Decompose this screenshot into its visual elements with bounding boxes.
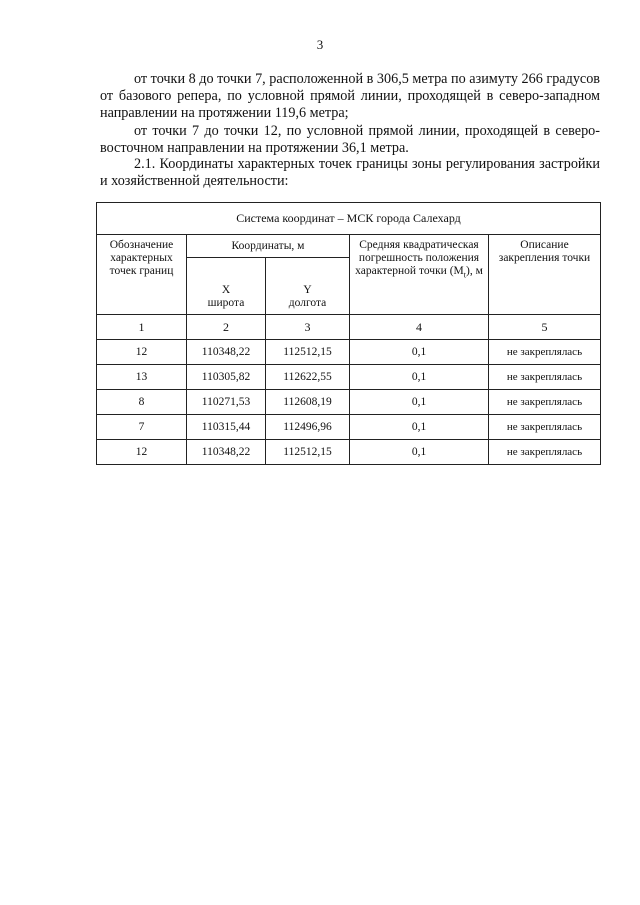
paragraph-segment-7-12: от точки 7 до точки 12, по условной прямой линии, проходящей в северо-восточном направлении на протяжении 36,1 метра. bbox=[100, 123, 600, 156]
table-row bbox=[97, 390, 601, 415]
column-number: 4 bbox=[350, 315, 489, 340]
header-x-letter: X bbox=[221, 284, 231, 296]
cell-x: 110315,44 bbox=[187, 415, 266, 440]
column-number: 5 bbox=[489, 315, 601, 340]
cell-note: не закреплялась bbox=[489, 440, 601, 465]
header-y-letter: Y bbox=[303, 284, 312, 296]
cell-y: 112622,55 bbox=[266, 365, 350, 390]
coordinates-table bbox=[96, 202, 601, 465]
column-number: 1 bbox=[97, 315, 187, 340]
header-y-longitude bbox=[266, 258, 350, 315]
cell-note: не закреплялась bbox=[489, 415, 601, 440]
header-error-subscript: t bbox=[463, 270, 466, 280]
cell-error: 0,1 bbox=[350, 390, 489, 415]
cell-x: 110348,22 bbox=[187, 340, 266, 365]
cell-x: 110305,82 bbox=[187, 365, 266, 390]
column-number: 2 bbox=[187, 315, 266, 340]
coordinate-system-row bbox=[97, 203, 601, 235]
cell-y: 112608,19 bbox=[266, 390, 350, 415]
cell-y: 112496,96 bbox=[266, 415, 350, 440]
cell-y: 112512,15 bbox=[266, 340, 350, 365]
header-mean-square-error bbox=[350, 235, 489, 315]
column-number: 3 bbox=[266, 315, 350, 340]
header-x-latitude bbox=[187, 258, 266, 315]
header-y-name: долгота bbox=[288, 297, 327, 309]
paragraph-segment-8-7: от точки 8 до точки 7, расположенной в 306,5 метра по азимуту 266 градусов от базового репера, по условной прямой линии, проходящей в северо-западном направлении на протяжении 119,6 метра; bbox=[100, 71, 600, 121]
cell-y: 112512,15 bbox=[266, 440, 350, 465]
header-designation: Обозначение характерных точек границ bbox=[97, 235, 187, 315]
coordinate-system-title: Система координат – МСК города Салехард bbox=[97, 203, 601, 235]
table-header-row bbox=[97, 235, 601, 258]
table-row bbox=[97, 340, 601, 365]
header-fixing-description: Описание закрепления точки bbox=[489, 235, 601, 315]
cell-point: 13 bbox=[97, 365, 187, 390]
cell-error: 0,1 bbox=[350, 365, 489, 390]
page-number: 3 bbox=[316, 37, 324, 52]
cell-point: 12 bbox=[97, 340, 187, 365]
column-number-row bbox=[97, 315, 601, 340]
cell-point: 8 bbox=[97, 390, 187, 415]
cell-note: не закреплялась bbox=[489, 365, 601, 390]
cell-point: 7 bbox=[97, 415, 187, 440]
cell-note: не закреплялась bbox=[489, 340, 601, 365]
cell-x: 110348,22 bbox=[187, 440, 266, 465]
cell-note: не закреплялась bbox=[489, 390, 601, 415]
table-row bbox=[97, 415, 601, 440]
cell-point: 12 bbox=[97, 440, 187, 465]
cell-error: 0,1 bbox=[350, 340, 489, 365]
paragraph-section-2-1: 2.1. Координаты характерных точек границы зоны регулирования застройки и хозяйственной деятельности: bbox=[100, 156, 600, 189]
header-coordinates: Координаты, м bbox=[187, 235, 350, 258]
table-row bbox=[97, 440, 601, 465]
table-row bbox=[97, 365, 601, 390]
cell-error: 0,1 bbox=[350, 415, 489, 440]
header-x-name: широта bbox=[207, 297, 245, 309]
cell-error: 0,1 bbox=[350, 440, 489, 465]
header-error-tail: ), м bbox=[465, 265, 483, 277]
header-error-main: Средняя квадратическая погрешность положения характерной точки (M bbox=[355, 239, 480, 277]
cell-x: 110271,53 bbox=[187, 390, 266, 415]
